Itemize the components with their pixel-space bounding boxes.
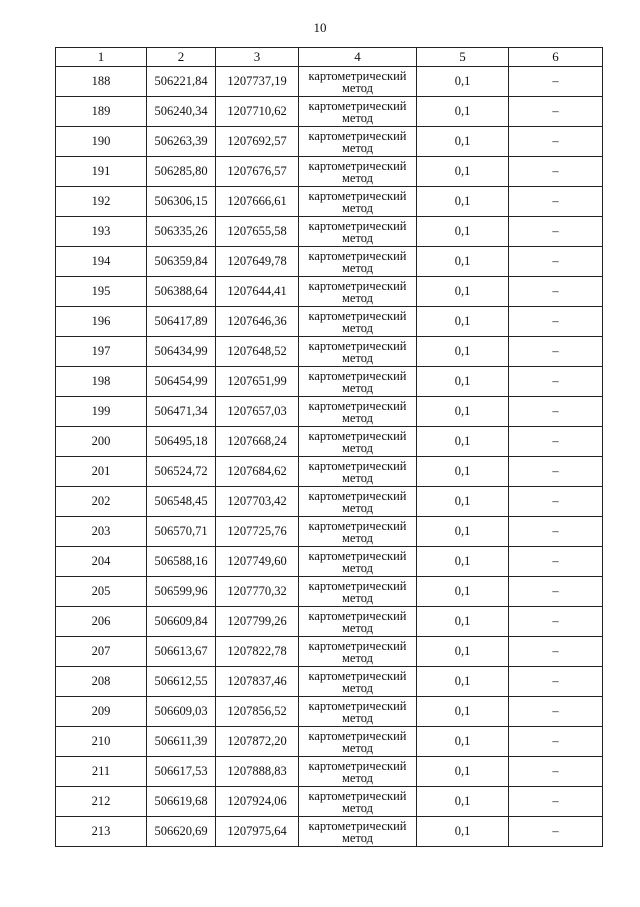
x-coordinate-cell: 506620,69: [147, 817, 216, 847]
method-line-2: метод: [341, 290, 373, 305]
note-cell: –: [509, 487, 603, 517]
method-cell: [299, 577, 417, 607]
accuracy-cell: 0,1: [417, 187, 509, 217]
x-coordinate-cell: 506599,96: [147, 577, 216, 607]
note-cell: –: [509, 337, 603, 367]
point-number-cell: 209: [56, 697, 147, 727]
note-cell: –: [509, 157, 603, 187]
accuracy-cell: 0,1: [417, 547, 509, 577]
accuracy-cell: 0,1: [417, 337, 509, 367]
method-line-1: картометрический: [308, 68, 407, 83]
note-cell: –: [509, 187, 603, 217]
point-number-cell: 197: [56, 337, 147, 367]
accuracy-cell: 0,1: [417, 217, 509, 247]
y-coordinate-cell: 1207822,78: [216, 637, 299, 667]
y-coordinate-cell: 1207692,57: [216, 127, 299, 157]
page-number: 10: [313, 20, 327, 35]
note-cell: –: [509, 127, 603, 157]
method-line-1: картометрический: [308, 128, 407, 143]
method-line-1: картометрический: [308, 488, 407, 503]
method-line-1: картометрический: [308, 758, 407, 773]
note-cell: –: [509, 787, 603, 817]
column-header: 2: [147, 48, 216, 67]
y-coordinate-cell: 1207651,99: [216, 367, 299, 397]
method-line-1: картометрический: [308, 308, 407, 323]
note-cell: –: [509, 397, 603, 427]
accuracy-cell: 0,1: [417, 697, 509, 727]
method-cell: [299, 217, 417, 247]
note-cell: –: [509, 757, 603, 787]
table-row: [56, 157, 603, 187]
y-coordinate-cell: 1207644,41: [216, 277, 299, 307]
method-line-2: метод: [341, 230, 373, 245]
x-coordinate-cell: 506454,99: [147, 367, 216, 397]
note-cell: –: [509, 427, 603, 457]
method-cell: [299, 607, 417, 637]
y-coordinate-cell: 1207703,42: [216, 487, 299, 517]
y-coordinate-cell: 1207888,83: [216, 757, 299, 787]
y-coordinate-cell: 1207655,58: [216, 217, 299, 247]
table-row: [56, 607, 603, 637]
method-line-2: метод: [341, 650, 373, 665]
point-number-cell: 199: [56, 397, 147, 427]
y-coordinate-cell: 1207648,52: [216, 337, 299, 367]
column-header: 4: [299, 48, 417, 67]
method-cell: [299, 157, 417, 187]
method-line-1: картометрический: [308, 818, 407, 833]
x-coordinate-cell: 506240,34: [147, 97, 216, 127]
y-coordinate-cell: 1207649,78: [216, 247, 299, 277]
x-coordinate-cell: 506285,80: [147, 157, 216, 187]
method-line-2: метод: [341, 740, 373, 755]
method-line-2: метод: [341, 710, 373, 725]
y-coordinate-cell: 1207668,24: [216, 427, 299, 457]
method-line-1: картометрический: [308, 188, 407, 203]
column-header: 1: [56, 48, 147, 67]
method-line-2: метод: [341, 770, 373, 785]
x-coordinate-cell: 506611,39: [147, 727, 216, 757]
method-line-2: метод: [341, 440, 373, 455]
method-cell: [299, 787, 417, 817]
y-coordinate-cell: 1207666,61: [216, 187, 299, 217]
method-line-1: картометрический: [308, 788, 407, 803]
y-coordinate-cell: 1207872,20: [216, 727, 299, 757]
method-line-1: картометрический: [308, 458, 407, 473]
method-line-2: метод: [341, 80, 373, 95]
point-number-cell: 192: [56, 187, 147, 217]
table-row: [56, 367, 603, 397]
x-coordinate-cell: 506434,99: [147, 337, 216, 367]
method-line-2: метод: [341, 680, 373, 695]
note-cell: –: [509, 577, 603, 607]
method-cell: [299, 127, 417, 157]
method-line-2: метод: [341, 800, 373, 815]
x-coordinate-cell: 506524,72: [147, 457, 216, 487]
point-number-cell: 201: [56, 457, 147, 487]
method-cell: [299, 367, 417, 397]
accuracy-cell: 0,1: [417, 307, 509, 337]
method-cell: [299, 517, 417, 547]
method-cell: [299, 307, 417, 337]
accuracy-cell: 0,1: [417, 367, 509, 397]
x-coordinate-cell: 506570,71: [147, 517, 216, 547]
y-coordinate-cell: 1207749,60: [216, 547, 299, 577]
note-cell: –: [509, 547, 603, 577]
y-coordinate-cell: 1207684,62: [216, 457, 299, 487]
table-row: [56, 337, 603, 367]
method-cell: [299, 427, 417, 457]
method-line-1: картометрический: [308, 728, 407, 743]
method-line-1: картометрический: [308, 518, 407, 533]
point-number-cell: 188: [56, 67, 147, 97]
y-coordinate-cell: 1207676,57: [216, 157, 299, 187]
y-coordinate-cell: 1207657,03: [216, 397, 299, 427]
x-coordinate-cell: 506221,84: [147, 67, 216, 97]
accuracy-cell: 0,1: [417, 637, 509, 667]
accuracy-cell: 0,1: [417, 607, 509, 637]
method-line-1: картометрический: [308, 428, 407, 443]
method-line-2: метод: [341, 320, 373, 335]
method-line-1: картометрический: [308, 158, 407, 173]
x-coordinate-cell: 506471,34: [147, 397, 216, 427]
method-line-1: картометрический: [308, 248, 407, 263]
method-line-2: метод: [341, 260, 373, 275]
method-line-1: картометрический: [308, 698, 407, 713]
method-line-1: картометрический: [308, 668, 407, 683]
method-line-2: метод: [341, 200, 373, 215]
method-line-1: картометрический: [308, 278, 407, 293]
x-coordinate-cell: 506588,16: [147, 547, 216, 577]
method-line-2: метод: [341, 470, 373, 485]
accuracy-cell: 0,1: [417, 277, 509, 307]
x-coordinate-cell: 506359,84: [147, 247, 216, 277]
x-coordinate-cell: 506306,15: [147, 187, 216, 217]
note-cell: –: [509, 217, 603, 247]
method-line-1: картометрический: [308, 368, 407, 383]
table-row: [56, 457, 603, 487]
accuracy-cell: 0,1: [417, 247, 509, 277]
table-row: [56, 787, 603, 817]
x-coordinate-cell: 506548,45: [147, 487, 216, 517]
note-cell: –: [509, 607, 603, 637]
y-coordinate-cell: 1207725,76: [216, 517, 299, 547]
point-number-cell: 204: [56, 547, 147, 577]
table-row: [56, 757, 603, 787]
note-cell: –: [509, 367, 603, 397]
table-row: [56, 247, 603, 277]
method-cell: [299, 697, 417, 727]
point-number-cell: 190: [56, 127, 147, 157]
x-coordinate-cell: 506609,03: [147, 697, 216, 727]
method-cell: [299, 247, 417, 277]
point-number-cell: 208: [56, 667, 147, 697]
point-number-cell: 213: [56, 817, 147, 847]
table-row: [56, 217, 603, 247]
method-line-1: картометрический: [308, 608, 407, 623]
column-header: 3: [216, 48, 299, 67]
point-number-cell: 211: [56, 757, 147, 787]
y-coordinate-cell: 1207646,36: [216, 307, 299, 337]
method-cell: [299, 277, 417, 307]
table-row: [56, 187, 603, 217]
point-number-cell: 194: [56, 247, 147, 277]
y-coordinate-cell: 1207710,62: [216, 97, 299, 127]
method-line-2: метод: [341, 620, 373, 635]
method-line-1: картометрический: [308, 218, 407, 233]
point-number-cell: 212: [56, 787, 147, 817]
method-line-2: метод: [341, 350, 373, 365]
accuracy-cell: 0,1: [417, 667, 509, 697]
point-number-cell: 203: [56, 517, 147, 547]
table-row: [56, 727, 603, 757]
method-line-1: картометрический: [308, 548, 407, 563]
y-coordinate-cell: 1207770,32: [216, 577, 299, 607]
accuracy-cell: 0,1: [417, 67, 509, 97]
method-cell: [299, 97, 417, 127]
y-coordinate-cell: 1207837,46: [216, 667, 299, 697]
x-coordinate-cell: 506612,55: [147, 667, 216, 697]
note-cell: –: [509, 697, 603, 727]
accuracy-cell: 0,1: [417, 487, 509, 517]
method-line-2: метод: [341, 410, 373, 425]
y-coordinate-cell: 1207924,06: [216, 787, 299, 817]
accuracy-cell: 0,1: [417, 127, 509, 157]
point-number-cell: 195: [56, 277, 147, 307]
method-cell: [299, 637, 417, 667]
x-coordinate-cell: 506417,89: [147, 307, 216, 337]
column-header: 5: [417, 48, 509, 67]
note-cell: –: [509, 817, 603, 847]
note-cell: –: [509, 97, 603, 127]
x-coordinate-cell: 506613,67: [147, 637, 216, 667]
accuracy-cell: 0,1: [417, 397, 509, 427]
y-coordinate-cell: 1207856,52: [216, 697, 299, 727]
table-row: [56, 667, 603, 697]
accuracy-cell: 0,1: [417, 517, 509, 547]
method-line-1: картометрический: [308, 578, 407, 593]
point-number-cell: 191: [56, 157, 147, 187]
point-number-cell: 196: [56, 307, 147, 337]
method-cell: [299, 337, 417, 367]
point-number-cell: 205: [56, 577, 147, 607]
table-row: [56, 277, 603, 307]
note-cell: –: [509, 307, 603, 337]
accuracy-cell: 0,1: [417, 157, 509, 187]
method-cell: [299, 187, 417, 217]
table-row: [56, 487, 603, 517]
point-number-cell: 200: [56, 427, 147, 457]
method-line-2: метод: [341, 530, 373, 545]
method-line-2: метод: [341, 830, 373, 845]
note-cell: –: [509, 667, 603, 697]
table-row: [56, 637, 603, 667]
method-cell: [299, 757, 417, 787]
method-line-1: картометрический: [308, 638, 407, 653]
coordinates-table: [55, 47, 603, 847]
method-line-2: метод: [341, 590, 373, 605]
table-row: [56, 697, 603, 727]
x-coordinate-cell: 506263,39: [147, 127, 216, 157]
accuracy-cell: 0,1: [417, 577, 509, 607]
accuracy-cell: 0,1: [417, 457, 509, 487]
method-cell: [299, 817, 417, 847]
note-cell: –: [509, 67, 603, 97]
note-cell: –: [509, 457, 603, 487]
note-cell: –: [509, 637, 603, 667]
method-cell: [299, 487, 417, 517]
note-cell: –: [509, 727, 603, 757]
y-coordinate-cell: 1207975,64: [216, 817, 299, 847]
method-cell: [299, 727, 417, 757]
note-cell: –: [509, 517, 603, 547]
accuracy-cell: 0,1: [417, 817, 509, 847]
accuracy-cell: 0,1: [417, 727, 509, 757]
point-number-cell: 198: [56, 367, 147, 397]
method-cell: [299, 457, 417, 487]
method-line-1: картометрический: [308, 398, 407, 413]
x-coordinate-cell: 506495,18: [147, 427, 216, 457]
method-line-2: метод: [341, 560, 373, 575]
point-number-cell: 202: [56, 487, 147, 517]
y-coordinate-cell: 1207799,26: [216, 607, 299, 637]
table-row: [56, 397, 603, 427]
method-line-1: картометрический: [308, 98, 407, 113]
column-header: 6: [509, 48, 603, 67]
accuracy-cell: 0,1: [417, 757, 509, 787]
point-number-cell: 189: [56, 97, 147, 127]
method-line-2: метод: [341, 140, 373, 155]
table-row: [56, 97, 603, 127]
table-header-row: [56, 48, 603, 67]
table-row: [56, 307, 603, 337]
method-line-1: картометрический: [308, 338, 407, 353]
method-line-2: метод: [341, 500, 373, 515]
accuracy-cell: 0,1: [417, 427, 509, 457]
method-line-2: метод: [341, 380, 373, 395]
table-row: [56, 577, 603, 607]
x-coordinate-cell: 506619,68: [147, 787, 216, 817]
accuracy-cell: 0,1: [417, 97, 509, 127]
point-number-cell: 206: [56, 607, 147, 637]
y-coordinate-cell: 1207737,19: [216, 67, 299, 97]
table-row: [56, 427, 603, 457]
x-coordinate-cell: 506388,64: [147, 277, 216, 307]
x-coordinate-cell: 506609,84: [147, 607, 216, 637]
point-number-cell: 193: [56, 217, 147, 247]
table-row: [56, 517, 603, 547]
table-row: [56, 67, 603, 97]
method-cell: [299, 547, 417, 577]
method-line-2: метод: [341, 110, 373, 125]
point-number-cell: 210: [56, 727, 147, 757]
table-row: [56, 127, 603, 157]
accuracy-cell: 0,1: [417, 787, 509, 817]
method-line-2: метод: [341, 170, 373, 185]
note-cell: –: [509, 247, 603, 277]
method-cell: [299, 397, 417, 427]
table-row: [56, 547, 603, 577]
point-number-cell: 207: [56, 637, 147, 667]
x-coordinate-cell: 506617,53: [147, 757, 216, 787]
method-cell: [299, 667, 417, 697]
method-cell: [299, 67, 417, 97]
note-cell: –: [509, 277, 603, 307]
table-row: [56, 817, 603, 847]
x-coordinate-cell: 506335,26: [147, 217, 216, 247]
